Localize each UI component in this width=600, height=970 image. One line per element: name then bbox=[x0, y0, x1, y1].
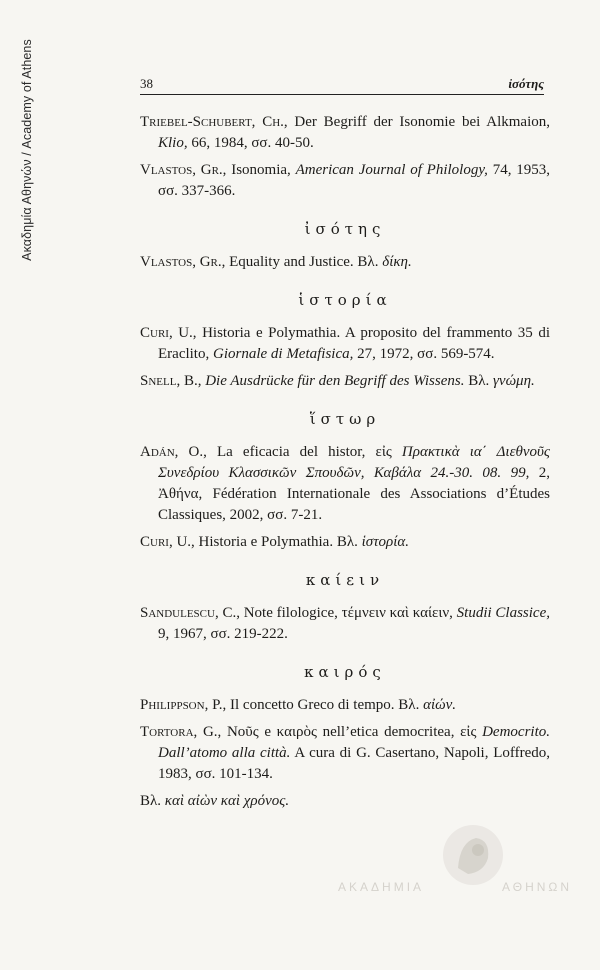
bib-entry bbox=[140, 791, 550, 812]
bib-entry bbox=[140, 603, 550, 645]
entry-title: American Journal of Philology, bbox=[295, 162, 488, 178]
section-heading: καίειν bbox=[305, 571, 385, 589]
entry-title: Studii Classice, bbox=[456, 605, 550, 621]
entry-text: Βλ. bbox=[464, 373, 494, 389]
entry-text: 2, Ἀθήνα, Fédération Internationale des Associations d’Études Classiques, 2002, σσ. 7-21. bbox=[158, 465, 550, 523]
entry-text: Νοῦς e καιρὸς nell’etica democritea, εἰς bbox=[221, 724, 483, 740]
entry-text: 74, 1953, σσ. 337-366. bbox=[158, 162, 551, 199]
entry-text: Isonomia, bbox=[226, 162, 296, 178]
bib-entry bbox=[140, 695, 550, 716]
entry-title: Klio, bbox=[158, 135, 188, 151]
entry-author: Philippson, P., bbox=[140, 697, 227, 713]
entry-text: 27, 1972, σσ. 569-574. bbox=[353, 346, 495, 362]
entry-author: Snell, B., bbox=[140, 373, 202, 389]
entry-author: Adán, O., bbox=[140, 444, 207, 460]
entry-author: Sandulescu, C., bbox=[140, 605, 240, 621]
entry-author: Tortora, G., bbox=[140, 724, 222, 740]
entry-text: A cura di G. Casertano, Napoli, Loffredo, 1983, σσ. 101-134. bbox=[158, 745, 550, 782]
section-heading: ἱστορία bbox=[298, 291, 392, 309]
entry-text: Βλ. bbox=[140, 793, 165, 809]
entry-text: 9, 1967, σσ. 219-222. bbox=[158, 626, 288, 642]
watermark-athens-text: ΑΘΗΝΩΝ bbox=[502, 880, 573, 894]
entry-author: Vlastos, Gr., bbox=[140, 254, 226, 270]
side-watermark: Ακαδημία Αθηνών / Academy of Athens bbox=[20, 39, 34, 261]
entry-crossref: γνώμη. bbox=[493, 373, 535, 389]
entry-text: Historia e Polymathia. Βλ. bbox=[194, 534, 362, 550]
entry-text: Der Begriff der Isonomie bei Alkmaion, bbox=[287, 114, 550, 130]
bib-entry bbox=[140, 442, 550, 526]
entry-crossref: καὶ αἰὼν καὶ χρόνος. bbox=[164, 793, 290, 809]
entry-author: Vlastos, Gr., bbox=[140, 162, 227, 178]
bib-entry bbox=[140, 112, 550, 154]
watermark-academy-text: ΑΚΑΔΗΜΙΑ bbox=[338, 880, 425, 894]
entry-title: Giornale di Metafisica, bbox=[212, 346, 354, 362]
bibliography-content bbox=[140, 112, 550, 818]
entry-text: Historia e Polymathia. A proposito del frammento 35 di Eraclito, bbox=[158, 325, 550, 362]
entry-crossref: δίκη. bbox=[382, 254, 412, 270]
entry-crossref: αἰών. bbox=[423, 697, 456, 713]
entry-title: Πρακτικὰ ια΄ Διεθνοῦς Συνεδρίου Κλασσικῶν Σπουδῶν, Καβάλα 24.-30. 08. 99, bbox=[158, 444, 551, 481]
section-heading: ἰσότης bbox=[304, 220, 386, 238]
entry-text: Equality and Justice. Βλ. bbox=[225, 254, 383, 270]
entry-text: La eficacia del histor, εἰς bbox=[206, 444, 402, 460]
entry-crossref: ἱστορία. bbox=[361, 534, 410, 550]
bib-entry bbox=[140, 722, 550, 785]
entry-title: Die Ausdrücke für den Begriff des Wissens. bbox=[205, 373, 465, 389]
entry-author: Triebel-Schubert, Ch., bbox=[140, 114, 288, 130]
bib-entry bbox=[140, 160, 550, 202]
running-head: ἰσότης bbox=[508, 76, 544, 91]
entry-text: Il concetto Greco di tempo. Βλ. bbox=[226, 697, 424, 713]
entry-author: Curi, U., bbox=[140, 534, 195, 550]
entry-text: 66, 1984, σσ. 40-50. bbox=[187, 135, 314, 151]
page-header bbox=[140, 78, 544, 95]
entry-title: Democrito. Dall’atomo alla città. bbox=[158, 724, 550, 761]
entry-text: Note filologice, τέμνειν καὶ καίειν, bbox=[239, 605, 457, 621]
academy-emblem-watermark bbox=[438, 820, 508, 890]
bib-entry bbox=[140, 252, 550, 273]
section-heading: ἵστωρ bbox=[309, 410, 381, 428]
bib-entry bbox=[140, 371, 550, 392]
bib-entry bbox=[140, 532, 550, 553]
page-number: 38 bbox=[140, 76, 153, 91]
entry-author: Curi, U., bbox=[140, 325, 197, 341]
section-heading: καιρός bbox=[304, 663, 386, 681]
bib-entry bbox=[140, 323, 550, 365]
